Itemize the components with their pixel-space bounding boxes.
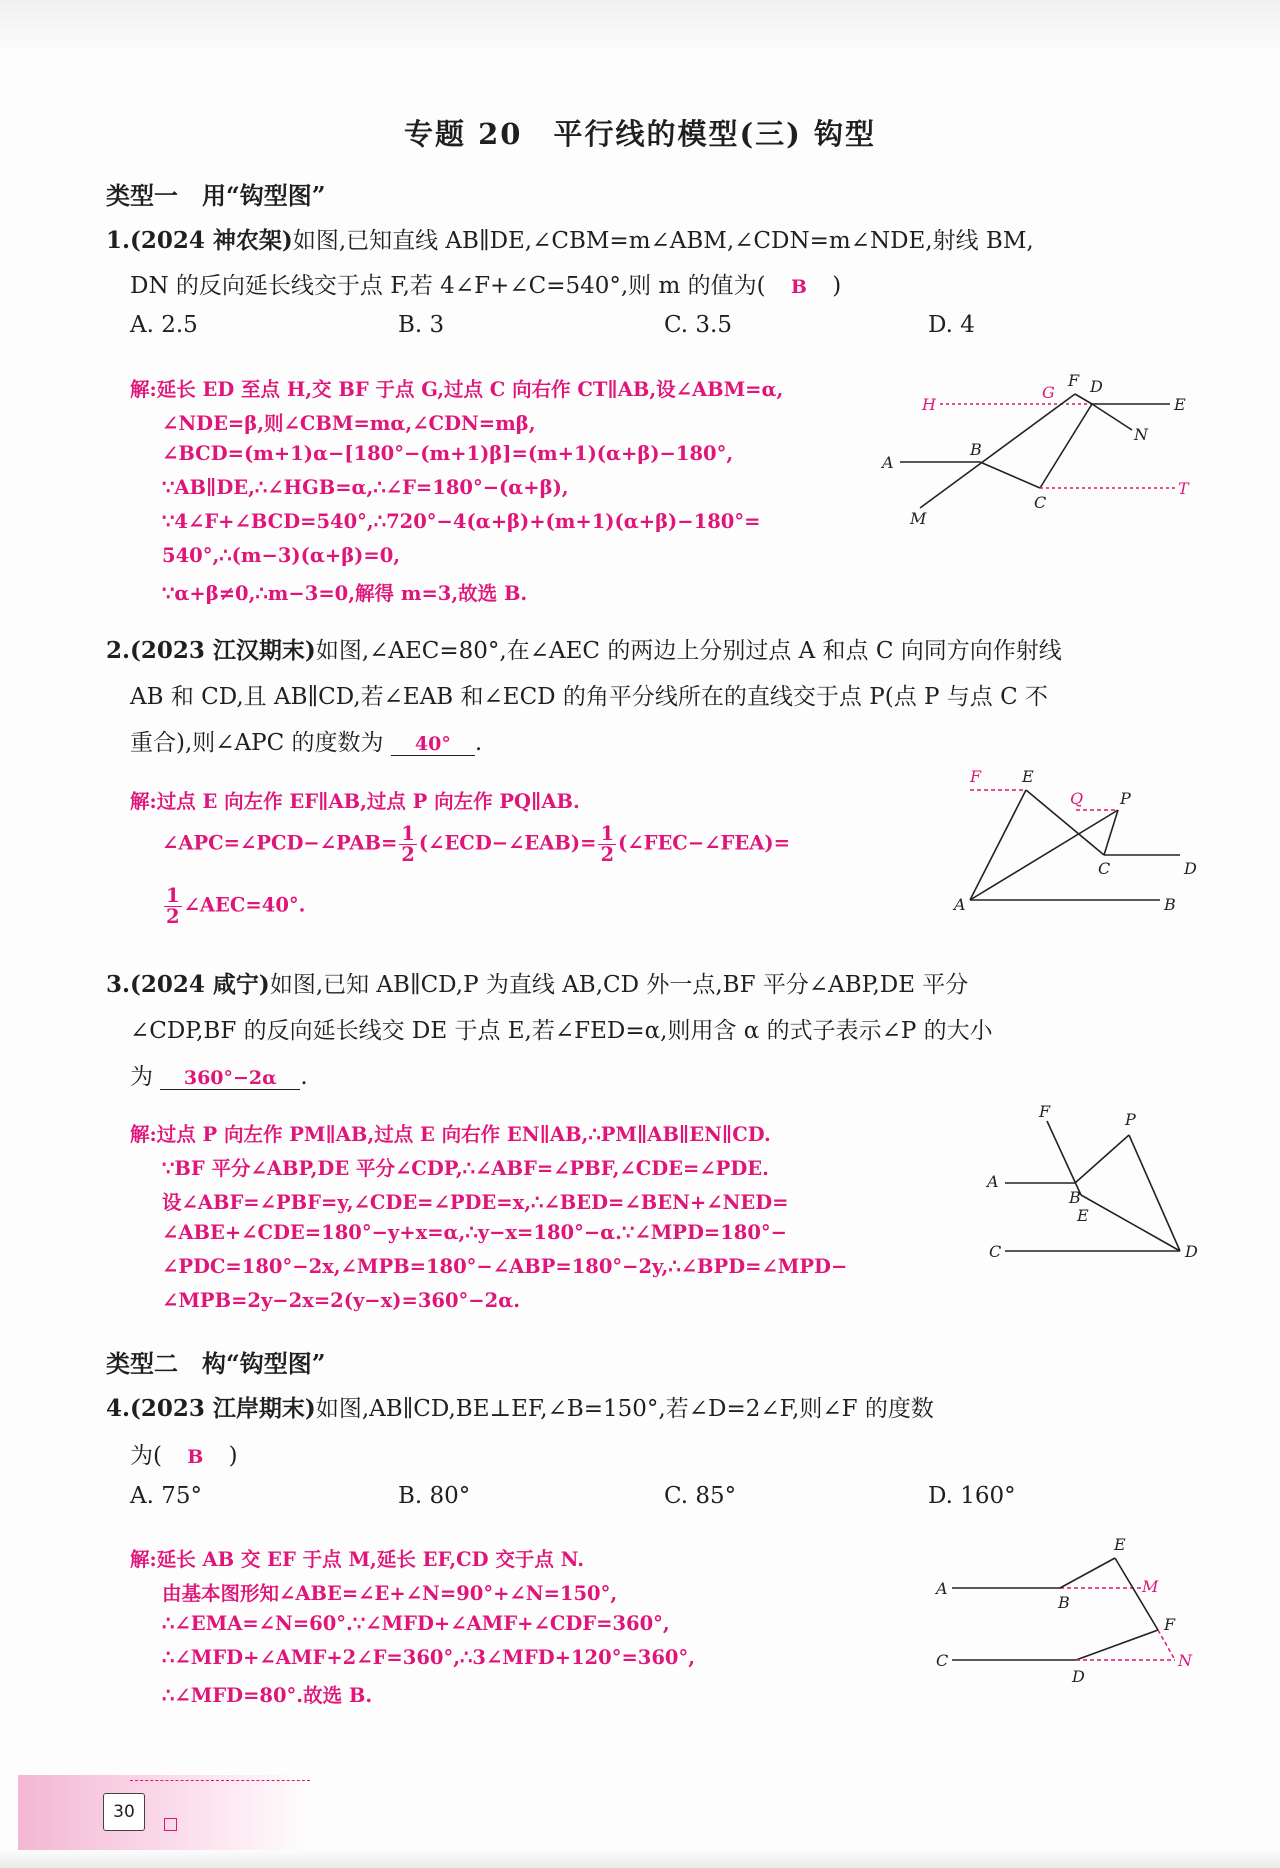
frac-den: 2: [401, 842, 415, 866]
q4-label-D: D: [1072, 1667, 1085, 1686]
q4-line2: [130, 1437, 238, 1470]
q4-close-paren: ): [228, 1443, 238, 1469]
q2-solution-3: [162, 886, 305, 926]
q3-solution-5: ∠PDC=180°−2x,∠MPB=180°−∠ABP=180°−2y,∴∠BPD=∠MPD−: [162, 1255, 848, 1278]
q4-answer: B: [187, 1446, 204, 1468]
q1-line2: [130, 267, 841, 300]
q4-label-E: E: [1114, 1535, 1126, 1554]
q4-text1: 如图,AB∥CD,BE⊥EF,∠B=150°,若∠D=2∠F,则∠F 的度数: [315, 1396, 934, 1422]
q2-sol2-part3: (∠FEC−∠FEA)=: [618, 831, 790, 855]
q4-label-B: B: [1058, 1593, 1070, 1612]
footer-bottom-edge: [0, 1850, 1280, 1868]
q4-figure: [930, 1530, 1200, 1690]
q1-solution-5: ∵4∠F+∠BCD=540°,∴720°−4(α+β)+(m+1)(α+β)−180°=: [162, 510, 761, 533]
q4-line1: [106, 1390, 934, 1423]
q2-label-D: D: [1184, 859, 1197, 878]
frac-num: 1: [600, 822, 615, 845]
q4-option-a: A. 75°: [130, 1483, 202, 1509]
q1-solution-2: ∠NDE=β,则∠CBM=mα,∠CDN=mβ,: [162, 412, 536, 435]
q3-period: .: [300, 1064, 308, 1090]
frac-den: 2: [166, 904, 180, 928]
q3-solution-2: ∵BF 平分∠ABP,DE 平分∠CDP,∴∠ABF=∠PBF,∠CDE=∠PDE.: [162, 1157, 769, 1180]
q2-label-B: B: [1164, 895, 1176, 914]
q3-label-E: E: [1077, 1206, 1089, 1225]
q2-sol3-text: ∠AEC=40°.: [183, 893, 306, 917]
q1-source: (2024 神农架): [130, 227, 293, 254]
q4-label-C: C: [936, 1651, 949, 1670]
q3-label-B: B: [1069, 1188, 1081, 1207]
page-title: 专题 20 平行线的模型(三) 钩型: [404, 117, 876, 151]
q1-figure: [870, 360, 1200, 535]
q1-label-N: N: [1134, 425, 1148, 444]
q4-label-M: M: [1142, 1577, 1159, 1596]
q1-label-M: M: [910, 509, 927, 528]
q4-solution-4: ∴∠MFD+∠AMF+2∠F=360°,∴3∠MFD+120°=360°,: [162, 1646, 696, 1669]
q3-source: (2024 咸宁): [130, 971, 270, 998]
q3-number: 3.: [106, 971, 131, 998]
q1-solution-1: 解:延长 ED 至点 H,交 BF 于点 G,过点 C 向右作 CT∥AB,设∠ABM=α,: [130, 378, 784, 401]
q1-solution-3: ∠BCD=(m+1)α−[180°−(m+1)β]=(m+1)(α+β)−180°,: [162, 442, 734, 465]
q3-figure: [975, 1105, 1215, 1270]
frac-num: 1: [401, 822, 415, 845]
q2-sol2-part2: (∠ECD−∠EAB)=: [418, 831, 597, 855]
q2-label-C: C: [1098, 859, 1111, 878]
q1-text2: DN 的反向延长线交于点 F,若 4∠F+∠C=540°,则 m 的值为(: [130, 273, 766, 299]
q4-solution-3: ∴∠EMA=∠N=60°.∵∠MFD+∠AMF+∠CDF=360°,: [162, 1612, 670, 1635]
q3-answer-blank: 360°−2α: [160, 1067, 300, 1090]
q3-label-C: C: [989, 1242, 1002, 1261]
q2-line1: [106, 632, 1062, 665]
q1-label-C: C: [1034, 493, 1047, 512]
q1-answer: B: [790, 276, 807, 298]
q3-label-A: A: [987, 1172, 999, 1191]
frac-num: 1: [166, 884, 180, 907]
q2-label-E: E: [1022, 767, 1034, 786]
q2-answer-blank: 40°: [391, 733, 475, 756]
q1-label-G: G: [1042, 383, 1055, 402]
q1-label-D: D: [1090, 377, 1103, 396]
q2-text3: 重合),则∠APC 的度数为: [130, 730, 384, 756]
q1-label-H: H: [922, 395, 936, 414]
q3-label-P: P: [1125, 1110, 1136, 1129]
q1-option-b: B. 3: [398, 312, 445, 338]
q4-solution-1: 解:延长 AB 交 EF 于点 M,延长 EF,CD 交于点 N.: [130, 1548, 585, 1571]
q1-label-E: E: [1174, 395, 1186, 414]
q4-option-b: B. 80°: [398, 1483, 471, 1509]
q1-number: 1.: [106, 227, 131, 254]
q2-source: (2023 江汉期末): [130, 637, 316, 664]
section-heading-2: 类型二 构“钩型图”: [106, 1349, 326, 1378]
q1-label-T: T: [1178, 479, 1189, 498]
q3-solution-3: 设∠ABF=∠PBF=y,∠CDE=∠PDE=x,∴∠BED=∠BEN+∠NED=: [162, 1191, 789, 1214]
q4-label-A: A: [936, 1579, 948, 1598]
footer-rule: [130, 1780, 310, 1781]
q2-line3: [130, 724, 482, 757]
q2-solution-2: [162, 824, 790, 864]
q1-solution-4: ∵AB∥DE,∴∠HGB=α,∴∠F=180°−(α+β),: [162, 476, 569, 499]
q1-option-c: C. 3.5: [664, 312, 732, 338]
q3-line3: [130, 1058, 308, 1091]
q2-number: 2.: [106, 637, 131, 664]
q2-solution-1: 解:过点 E 向左作 EF∥AB,过点 P 向左作 PQ∥AB.: [130, 790, 580, 813]
q2-fraction-1: [399, 824, 417, 864]
q3-solution-6: ∠MPB=2y−2x=2(y−x)=360°−2α.: [162, 1289, 520, 1312]
q2-sol2-part1: ∠APC=∠PCD−∠PAB=: [162, 831, 398, 855]
q1-label-A: A: [882, 453, 894, 472]
q3-solution-4: ∠ABE+∠CDE=180°−y+x=α,∴y−x=180°−α.∵∠MPD=180°−: [162, 1221, 788, 1244]
q3-text1: 如图,已知 AB∥CD,P 为直线 AB,CD 外一点,BF 平分∠ABP,DE 平分: [269, 972, 969, 998]
q2-label-F: F: [970, 767, 982, 786]
q2-figure: [940, 760, 1210, 920]
q2-label-Q: Q: [1070, 789, 1084, 808]
q4-text2: 为(: [130, 1443, 162, 1469]
q2-fraction-2: [598, 824, 616, 864]
q3-label-D: D: [1185, 1242, 1198, 1261]
frac-den: 2: [600, 842, 615, 866]
q3-line1: [106, 966, 968, 999]
q1-close-paren: ): [832, 273, 842, 299]
q4-option-c: C. 85°: [664, 1483, 737, 1509]
q3-text3: 为: [130, 1064, 153, 1090]
q4-label-F: F: [1164, 1615, 1176, 1634]
q1-label-B: B: [970, 440, 982, 459]
section-heading-1: 类型一 用“钩型图”: [106, 181, 326, 210]
q2-fraction-3: [164, 886, 182, 926]
q4-solution-5: ∴∠MFD=80°.故选 B.: [162, 1684, 373, 1707]
q4-label-N: N: [1178, 1651, 1192, 1670]
q1-option-a: A. 2.5: [130, 312, 198, 338]
q2-label-P: P: [1120, 789, 1131, 808]
q4-number: 4.: [106, 1395, 131, 1422]
q1-solution-6: 540°,∴(m−3)(α+β)=0,: [162, 544, 401, 567]
footer-square-icon: [164, 1818, 177, 1831]
q1-label-F: F: [1068, 371, 1080, 390]
q4-option-d: D. 160°: [928, 1483, 1016, 1509]
q2-text1: 如图,∠AEC=80°,在∠AEC 的两边上分别过点 A 和点 C 向同方向作射线: [315, 638, 1062, 664]
q1-solution-7: ∵α+β≠0,∴m−3=0,解得 m=3,故选 B.: [162, 582, 528, 605]
q2-period: .: [474, 730, 483, 756]
q4-source: (2023 江岸期末): [130, 1395, 316, 1422]
q1-line1: [106, 222, 1034, 255]
top-edge: [0, 0, 1280, 55]
q2-line2: AB 和 CD,且 AB∥CD,若∠EAB 和∠ECD 的角平分线所在的直线交于点 P(点 P 与点 C 不: [130, 684, 1049, 710]
q1-text1: 如图,已知直线 AB∥DE,∠CBM=m∠ABM,∠CDN=m∠NDE,射线 BM,: [292, 228, 1034, 254]
q3-solution-1: 解:过点 P 向左作 PM∥AB,过点 E 向右作 EN∥AB,∴PM∥AB∥EN∥CD.: [130, 1123, 771, 1146]
q3-line2: ∠CDP,BF 的反向延长线交 DE 于点 E,若∠FED=α,则用含 α 的式子表示∠P 的大小: [130, 1018, 993, 1044]
page-number: 30: [103, 1793, 145, 1831]
q4-solution-2: 由基本图形知∠ABE=∠E+∠N=90°+∠N=150°,: [162, 1582, 618, 1605]
q1-option-d: D. 4: [928, 312, 975, 338]
q2-label-A: A: [954, 895, 966, 914]
q3-label-F: F: [1039, 1105, 1051, 1121]
